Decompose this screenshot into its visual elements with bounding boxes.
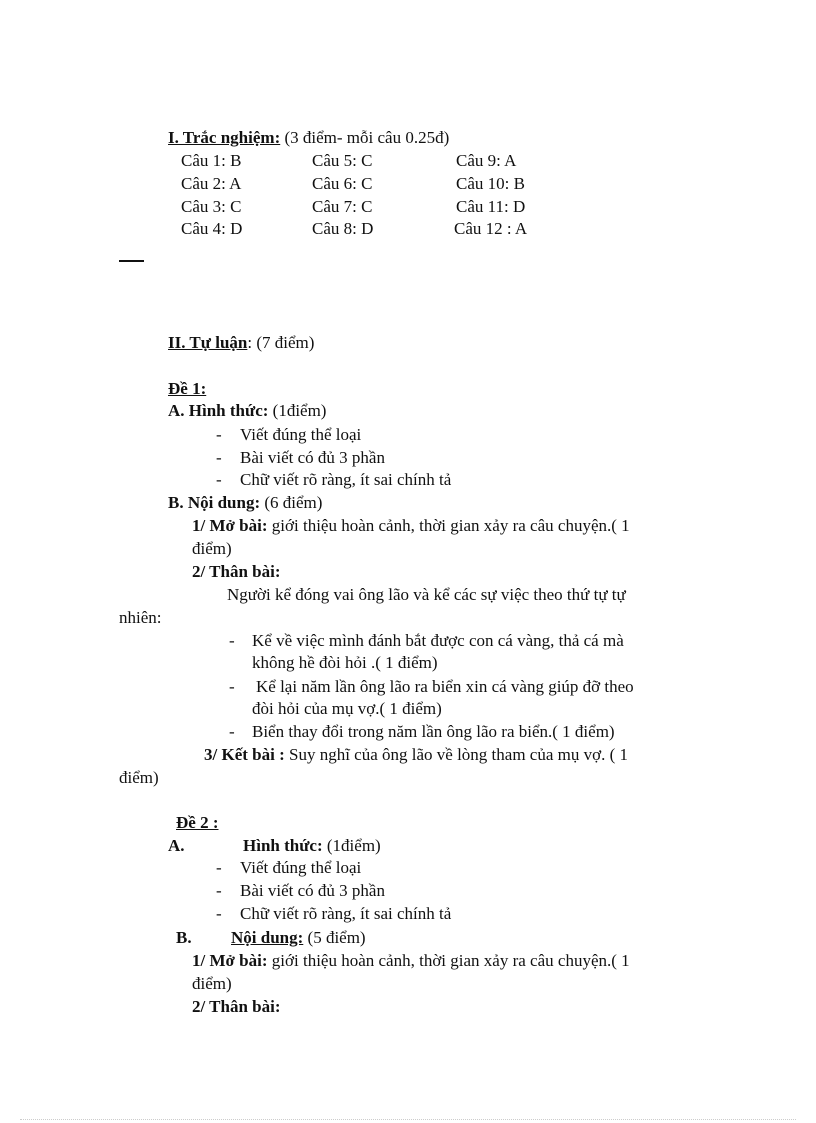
bullet: - [229, 722, 235, 741]
de2-a-item: Viết đúng thể loại [240, 858, 362, 877]
de2-a-item: Bài viết có đủ 3 phần [240, 881, 385, 900]
de1-ket-bai-label: 3/ Kết bài : [204, 745, 285, 764]
de1-item-line: đòi hỏi của mụ vợ.( 1 điểm) [252, 699, 442, 718]
de2-b-note: (5 điểm) [303, 928, 366, 947]
page-edge [20, 1119, 796, 1120]
answer-cell: Câu 9: A [456, 151, 517, 170]
bullet: - [216, 425, 222, 444]
de1-mo-bai-text: giới thiệu hoàn cảnh, thời gian xảy ra câu chuyện.( 1 [267, 516, 630, 535]
de2-a-note: (1điểm) [322, 836, 381, 855]
de1-ket-bai [204, 744, 628, 766]
de2-mo-bai-label: 1/ Mở bài: [192, 951, 268, 970]
answer-cell: Câu 5: C [312, 151, 373, 170]
de1-a-item: Viết đúng thể loại [240, 425, 362, 444]
de2-b-label: Nội dung: [231, 928, 304, 947]
de1-than-bai-intro-cont: nhiên: [119, 608, 162, 627]
de1-than-bai-intro: Người kể đóng vai ông lão và kể các sự việc theo thứ tự tự [227, 585, 626, 604]
bullet: - [216, 448, 222, 467]
de2-than-bai-label: 2/ Thân bài: [192, 997, 281, 1016]
section2-heading-line [168, 332, 314, 354]
de1-item-line: Kể lại năm lần ông lão ra biển xin cá vàng giúp đỡ theo [256, 677, 634, 696]
de1-mo-bai-label: 1/ Mở bài: [192, 516, 268, 535]
de1-than-bai-label: 2/ Thân bài: [192, 562, 281, 581]
de1-mo-bai [192, 515, 630, 537]
answer-cell: Câu 4: D [181, 219, 243, 238]
section2-heading: II. Tự luận [168, 333, 248, 352]
de1-a-line [168, 400, 326, 422]
de1-mo-bai-cont: điểm) [192, 539, 232, 558]
answer-cell: Câu 7: C [312, 197, 373, 216]
de1-a-label: A. Hình thức: [168, 401, 269, 420]
answer-cell: Câu 1: B [181, 151, 242, 170]
bullet: - [216, 904, 222, 923]
de1-a-item: Bài viết có đủ 3 phần [240, 448, 385, 467]
section2-note: : (7 điểm) [247, 333, 315, 352]
answer-cell: Câu 8: D [312, 219, 374, 238]
de2-mo-bai [192, 950, 630, 972]
bullet: - [216, 881, 222, 900]
de1-item-line: Kể về việc mình đánh bắt được con cá vàng, thả cá mà [252, 631, 624, 650]
de2-a-marker: A. [168, 836, 185, 855]
de2-a-line [243, 835, 381, 857]
de1-a-item: Chữ viết rõ ràng, ít sai chính tả [240, 470, 452, 489]
bullet: - [216, 470, 222, 489]
de1-b-label: B. Nội dung: [168, 493, 261, 512]
de1-item-line: không hề đòi hỏi .( 1 điểm) [252, 653, 438, 672]
section1-heading: I. Trắc nghiệm: [168, 128, 281, 147]
bullet: - [216, 858, 222, 877]
answer-cell: Câu 11: D [456, 197, 526, 216]
de1-ket-bai-text: Suy nghĩ của ông lão về lòng tham của mụ vợ. ( 1 [284, 745, 629, 764]
answer-cell: Câu 2: A [181, 174, 242, 193]
de2-b-marker: B. [176, 928, 192, 947]
bullet: - [229, 631, 235, 650]
section1-note: (3 điểm- mỗi câu 0.25đ) [280, 128, 450, 147]
de1-ket-bai-cont: điểm) [119, 768, 159, 787]
de2-title: Đề 2 : [176, 813, 219, 832]
answer-cell: Câu 12 : A [454, 219, 528, 238]
de2-mo-bai-text: giới thiệu hoàn cảnh, thời gian xảy ra câu chuyện.( 1 [267, 951, 630, 970]
de2-b-line [231, 927, 366, 949]
section1-heading-line [168, 127, 449, 149]
de2-a-item: Chữ viết rõ ràng, ít sai chính tả [240, 904, 452, 923]
de1-b-line [168, 492, 322, 514]
answer-cell: Câu 6: C [312, 174, 373, 193]
de1-item-line: Biển thay đổi trong năm lần ông lão ra biển.( 1 điểm) [252, 722, 615, 741]
de1-a-note: (1điểm) [268, 401, 327, 420]
horizontal-rule [119, 260, 144, 262]
answer-cell: Câu 10: B [456, 174, 525, 193]
de2-a-label: Hình thức: [243, 836, 323, 855]
de1-b-note: (6 điểm) [260, 493, 323, 512]
bullet: - [229, 677, 235, 696]
answer-cell: Câu 3: C [181, 197, 242, 216]
de2-mo-bai-cont: điểm) [192, 974, 232, 993]
de1-title: Đề 1: [168, 379, 207, 398]
